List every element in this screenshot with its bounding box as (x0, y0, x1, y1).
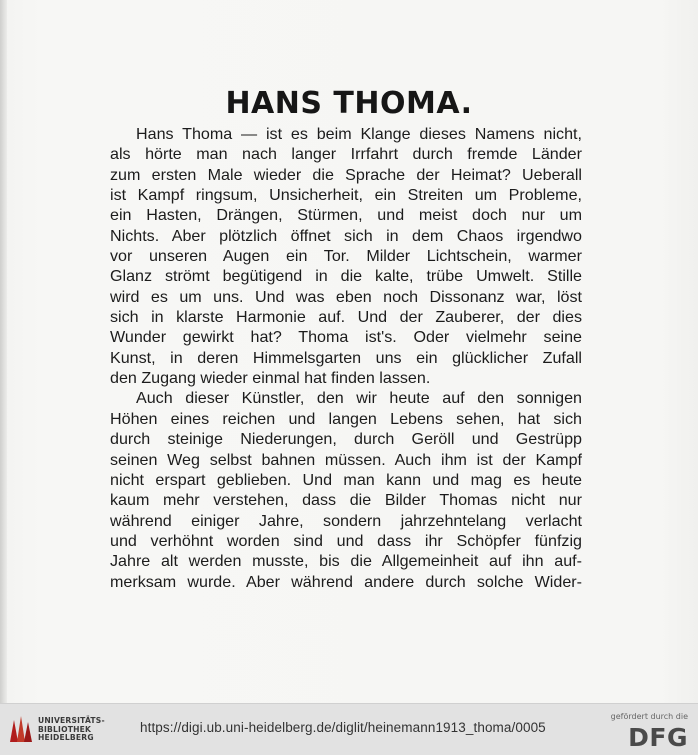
text-line: merksam wurde. Aber während andere durch solche Wider- (110, 572, 582, 591)
text-line: nicht erspart geblieben. Und man kann und mag es heute (110, 470, 582, 489)
page-title: HANS THOMA. (225, 86, 473, 121)
viewer-footer (0, 703, 698, 755)
text-line: ist Kampf ringsum, Unsicherheit, ein Streiten um Probleme, (110, 186, 582, 205)
text-line: Höhen eines reichen und langen Lebens sehen, hat sich (110, 409, 582, 428)
institution-name (38, 717, 105, 743)
text-line: als hörte man nach langer Irrfahrt durch fremde Länder (110, 145, 582, 164)
dfg-logo: DFG (628, 723, 688, 752)
funding-note: gefördert durch die (610, 712, 688, 721)
text-line: Glanz strömt begütigend in die kalte, trübe Umwelt. Stille (110, 267, 582, 286)
text-line: vor unseren Augen ein Tor. Milder Lichtschein, warmer (110, 247, 582, 266)
text-line: Auch dieser Künstler, den wir heute auf den sonnigen (136, 389, 582, 408)
text-line: seinen Weg selbst bahnen müssen. Auch ihm ist der Kampf (110, 450, 582, 469)
text-line: sich in klarste Harmonie auf. Und der Zauberer, der dies (110, 308, 582, 327)
institution-line: BIBLIOTHEK (38, 724, 92, 734)
text-line: Kunst, in deren Himmelsgarten uns ein glücklicher Zufall (110, 348, 582, 367)
text-line: den Zugang wieder einmal hat finden lassen. (110, 369, 431, 388)
text-line: während einiger Jahre, sondern jahrzehntelang verlacht (110, 511, 582, 530)
permalink-url[interactable]: https://digi.ub.uni-heidelberg.de/diglit/heinemann1913_thoma/0005 (140, 720, 546, 735)
institution-line: HEIDELBERG (38, 733, 94, 743)
body-text (110, 124, 582, 592)
text-line: ein Hasten, Drängen, Stürmen, und meist doch nur um (110, 206, 582, 225)
text-line: kaum mehr verstehen, dass die Bilder Thomas nicht nur (110, 491, 582, 510)
university-library-logo-icon (8, 714, 34, 744)
text-line: durch steinige Niederungen, durch Geröll und Gestrüpp (110, 430, 582, 449)
text-line: und verhöhnt worden sind und dass ihr Schöpfer fünfzig (110, 531, 582, 550)
text-line: Hans Thoma — ist es beim Klange dieses Namens nicht, (136, 125, 582, 143)
institution-line: UNIVERSITÄTS- (38, 716, 105, 725)
text-line: zum ersten Male wieder die Sprache der Heimat? Ueberall (110, 165, 582, 184)
text-line: Nichts. Aber plötzlich öffnet sich in dem Chaos irgendwo (110, 226, 582, 245)
text-line: Jahre alt werden musste, bis die Allgemeinheit auf ihn auf- (110, 552, 582, 571)
text-line: wird es um uns. Und was eben noch Dissonanz war, löst (110, 287, 582, 306)
text-line: Wunder gewirkt hat? Thoma ist's. Oder vielmehr seine (110, 328, 582, 347)
